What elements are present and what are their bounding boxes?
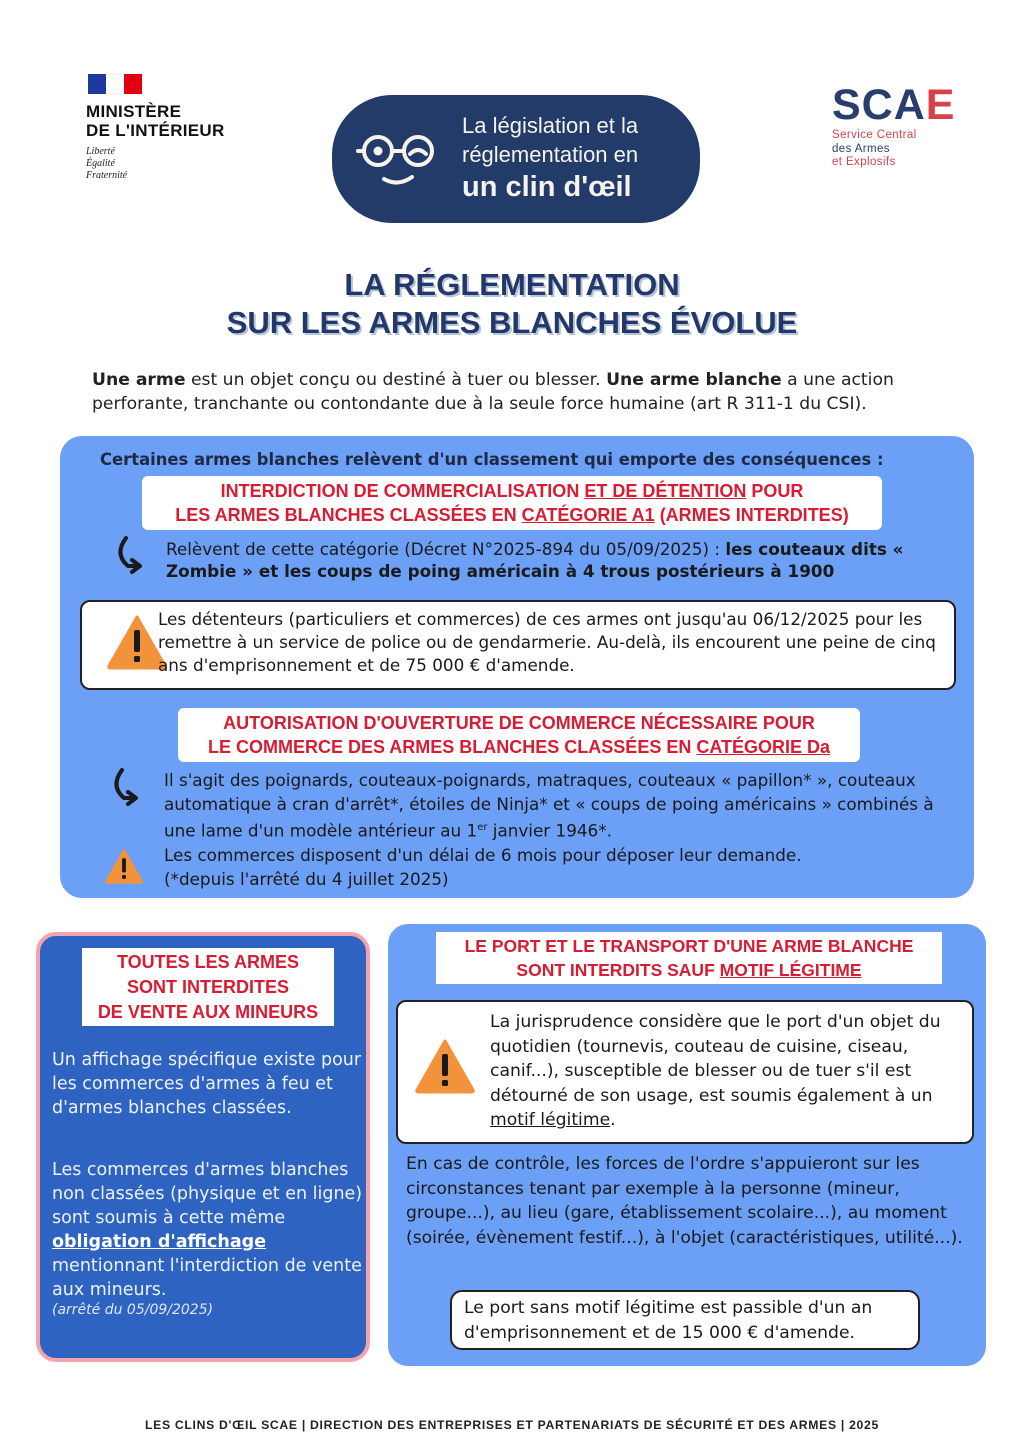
da-banner-p1: LE COMMERCE DES ARMES BLANCHES CLASSÉES EN [207,737,697,757]
ministry-name [86,102,286,140]
warning-triangle-icon [414,1038,476,1094]
minors-paragraph1: Un affichage spécifique existe pour les commerces d'armes à feu et d'armes blanches classées. [52,1050,362,1118]
clin-doeil-banner [332,95,700,223]
a1-banner-p1: INTERDICTION DE COMMERCIALISATION [220,481,585,501]
jurisprudence-box [396,1000,974,1144]
jurisprudence-text [490,1010,966,1133]
banner-line3: un clin d'œil [462,171,632,203]
scae-sub3: et Explosifs [832,156,896,168]
category-da-text [164,768,954,891]
a1-warning-text: Les détenteurs (particuliers et commerces) de ces armes ont jusqu'au 06/12/2025 pour les remettre à un service de police ou de gendarmerie. Au-delà, ils encourent une peine de cinq ans d'emprisonnement et de 75 000 € d'amende. [158,609,936,675]
da-text-b: janvier 1946*. [487,820,612,841]
da-sup: er [477,822,488,833]
minors-p2-obligation: obligation d'affichage [52,1232,267,1252]
winking-glasses-face-icon [356,135,446,205]
motto-egalite: Égalité [86,158,115,169]
classification-box [60,436,974,898]
carry-banner-line2b: MOTIF LÉGITIME [719,960,862,980]
penalty-box: Le port sans motif légitime est passible d'un an d'emprisonnement et de 15 000 € d'amende. [450,1290,920,1350]
scae-wordmark-a: SCA [832,81,926,129]
control-paragraph: En cas de contrôle, les forces de l'ordre s'appuieront sur les circonstances tenant par exemple à la personne (mineur, groupe...), au lieu (gare, établissement scolaire...), au moment (soirée, évènement festif...), à l'objet (caractéristiques, utilité...). [406,1154,963,1248]
curved-arrow-icon [108,766,142,806]
a1-banner-p3: LES ARMES BLANCHES CLASSÉES EN [175,505,522,525]
title-line2: SUR LES ARMES BLANCHES ÉVOLUE [226,305,798,340]
da-text-d: (*depuis l'arrêté du 4 juillet 2025) [164,868,449,889]
minors-p2-c: mentionnant l'interdiction de vente aux mineurs. [52,1256,362,1300]
marianne-flag-icon [88,74,142,94]
intro-text1: est un objet conçu ou destiné à tuer ou blesser. [185,370,607,390]
intro-bold-arme-blanche: Une arme blanche [606,370,782,390]
title-line1: LA RÉGLEMENTATION [344,267,680,302]
a1-banner-p2: POUR [746,481,804,501]
minors-note: (arrêté du 05/09/2025) [52,1302,214,1318]
ministry-name-line2: DE L'INTÉRIEUR [86,121,225,140]
motto-fraternite: Fraternité [86,170,128,181]
banner-text [462,111,692,206]
category-a1-text [166,538,926,582]
a1-text-plain: Relèvent de cette catégorie (Décret N°2025-894 du 05/09/2025) : [166,539,726,559]
da-banner-line1: AUTORISATION D'OUVERTURE DE COMMERCE NÉCESSAIRE POUR [223,713,815,733]
a1-banner-u2: CATÉGORIE A1 [521,505,655,525]
da-text-a: Il s'agit des poignards, couteaux-poignards, matraques, couteaux « papillon* », couteaux automatique à cran d'arrêt*, étoiles de Ninja* et « coups de poing américains » combinés à une lame d'un modèle antérieur au 1 [164,770,934,841]
carry-banner-line2a: SONT INTERDITS SAUF [516,960,720,980]
minors-banner-line3: DE VENTE AUX MINEURS [97,1002,319,1022]
category-da-banner [178,708,860,762]
minors-p2-a: Les commerces d'armes blanches non classées (physique et en ligne) sont soumis à cette même [52,1160,363,1228]
minors-banner [82,948,334,1026]
juris-a: La jurisprudence considère que le port d'un objet du quotidien (tournevis, couteau de cuisine, ciseau, canif...), susceptible de blesser ou de tuer s'il est détourné de son usage, est soumis également à un [490,1012,941,1106]
banner-line1: La législation et la [462,113,639,138]
scae-wordmark [832,82,962,128]
page-title [0,266,1024,342]
warning-triangle-icon [104,848,144,884]
juris-motif: motif légitime [490,1110,611,1130]
minors-banner-line2: SONT INTERDITES [126,977,289,997]
da-banner-u1: CATÉGORIE Da [696,737,831,757]
a1-text-bold: les couteaux dits « Zombie » et les coups de poing américain à 4 trous postérieurs à 1900 [166,539,904,581]
da-text-c: Les commerces disposent d'un délai de 6 mois pour déposer leur demande. [164,844,802,865]
intro-text2: a une action perforante, tranchante ou contondante due à la seule force humaine (art R 311-1 du CSI). [92,370,894,414]
banner-line2: réglementation en [462,142,639,167]
a1-banner-u1: ET DE DÉTENTION [584,481,747,501]
carry-banner [436,932,942,984]
motto-liberte: Liberté [86,146,115,157]
scae-logo [832,82,962,169]
minors-box [36,932,370,1362]
a1-warning-box [80,600,956,690]
minors-paragraph2 [52,1158,366,1302]
intro-paragraph [92,368,952,416]
ministry-name-line1: MINISTÈRE [86,102,182,121]
juris-c: . [610,1110,616,1130]
classification-heading: Certaines armes blanches relèvent d'un classement qui emporte des conséquences : [100,450,884,469]
page-footer: LES CLINS D'ŒIL SCAE | DIRECTION DES ENTREPRISES ET PARTENARIATS DE SÉCURITÉ ET DES ARMES | 2025 [144,1418,879,1432]
scae-sub2: des Armes [832,142,890,155]
ministry-logo [86,74,286,182]
curved-arrow-icon [112,534,146,574]
minors-banner-line1: TOUTES LES ARMES [116,952,300,972]
republic-motto [86,146,286,182]
intro-bold-arme: Une arme [92,370,186,390]
a1-banner-p4: (ARMES INTERDITES) [654,505,849,525]
carry-banner-line1: LE PORT ET LE TRANSPORT D'UNE ARME BLANCHE [464,936,914,956]
scae-wordmark-e: E [925,81,956,129]
carry-box [388,924,986,1366]
scae-sub1: Service Central [832,129,917,141]
category-a1-banner [142,476,882,530]
